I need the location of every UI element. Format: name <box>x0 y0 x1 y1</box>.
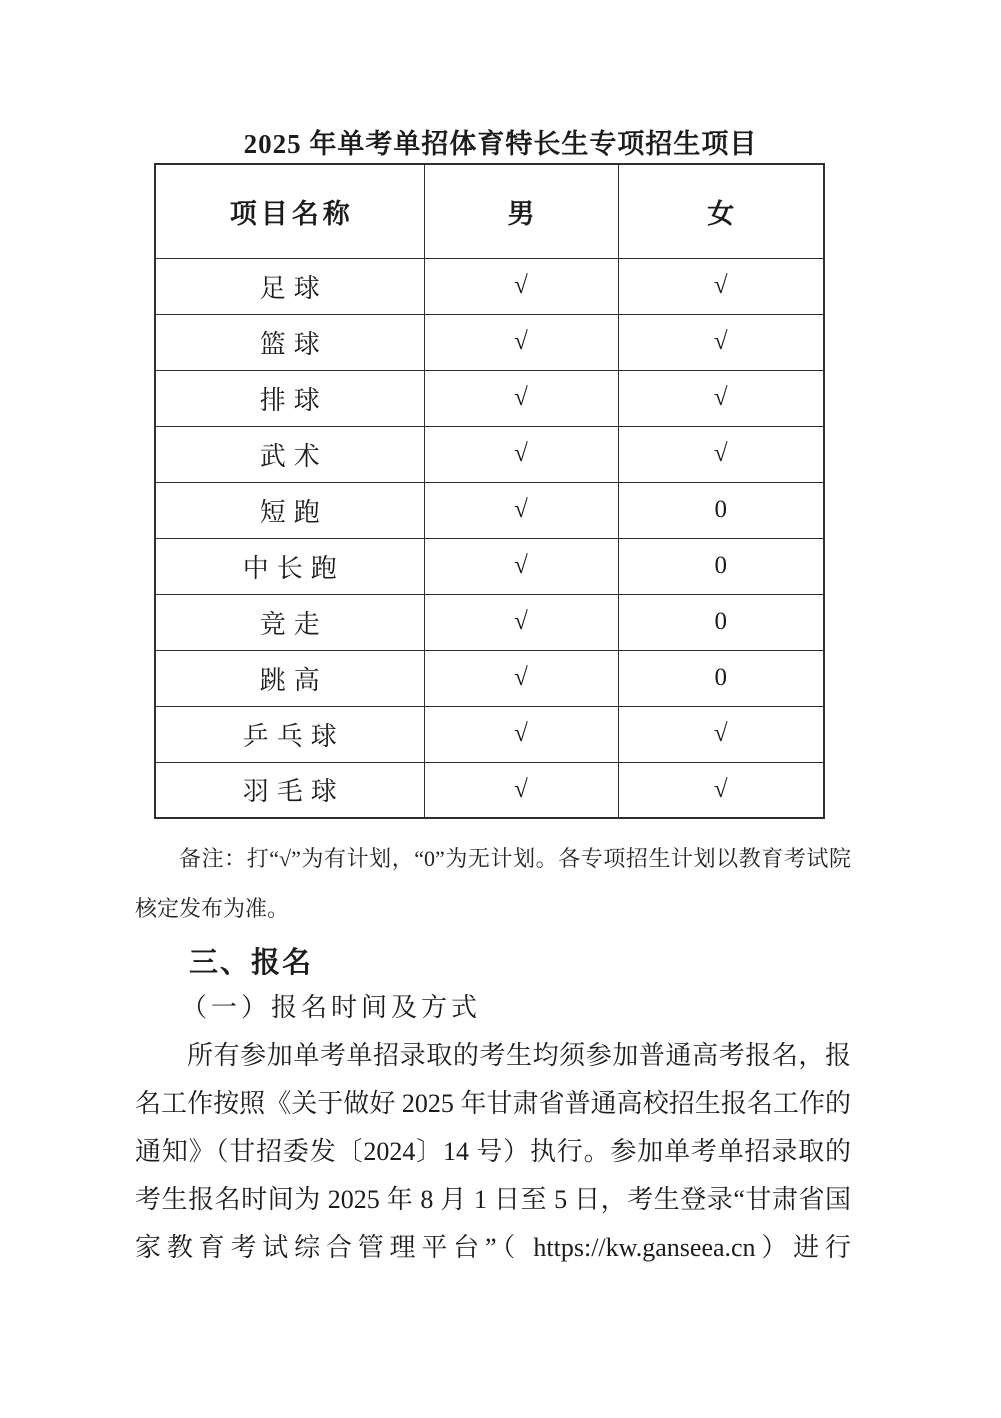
female-plan-cell: √ <box>618 370 824 426</box>
table-row <box>155 762 824 818</box>
table-row <box>155 706 824 762</box>
female-plan-cell: √ <box>618 706 824 762</box>
paragraph-line: 考生报名时间为 2025 年 8 月 1 日至 5 日，考生登录“甘肃省国 <box>135 1185 851 1214</box>
female-plan-cell: 0 <box>618 482 824 538</box>
page-title: 2025 年单考单招体育特长生专项招生项目 <box>243 129 758 159</box>
male-plan-cell: √ <box>424 706 618 762</box>
male-plan-cell: √ <box>424 370 618 426</box>
col-header-male: 男 <box>424 164 618 258</box>
project-name-cell: 羽毛球 <box>155 762 424 818</box>
male-plan-cell: √ <box>424 258 618 314</box>
table-row <box>155 482 824 538</box>
project-name-cell: 乒乓球 <box>155 706 424 762</box>
table-footnote <box>135 834 851 934</box>
paragraph-line: 所有参加单考单招录取的考生均须参加普通高考报名，报 <box>187 1041 851 1070</box>
female-plan-cell: √ <box>618 762 824 818</box>
projects-table-header <box>155 164 824 258</box>
subsection-heading-time-method: （一）报名时间及方式 <box>181 993 482 1022</box>
female-plan-cell: 0 <box>618 650 824 706</box>
female-plan-cell: 0 <box>618 538 824 594</box>
project-name-cell: 篮球 <box>155 314 424 370</box>
male-plan-cell: √ <box>424 538 618 594</box>
table-row <box>155 594 824 650</box>
male-plan-cell: √ <box>424 762 618 818</box>
table-row <box>155 314 824 370</box>
paragraph-line: 名工作按照《关于做好 2025 年甘肃省普通高校招生报名工作的 <box>135 1089 851 1118</box>
project-name-cell: 短跑 <box>155 482 424 538</box>
female-plan-cell: √ <box>618 426 824 482</box>
col-header-female: 女 <box>618 164 824 258</box>
project-name-cell: 中长跑 <box>155 538 424 594</box>
section-heading-registration: 三、报名 <box>189 947 314 979</box>
table-row <box>155 426 824 482</box>
paragraph-line: 家教育考试综合管理平台”（ https://kw.ganseea.cn）进行 <box>135 1233 851 1262</box>
table-row <box>155 258 824 314</box>
project-name-cell: 足球 <box>155 258 424 314</box>
col-header-project-name: 项目名称 <box>155 164 424 258</box>
projects-table <box>154 163 825 819</box>
body-paragraph <box>135 1032 851 1272</box>
table-row <box>155 538 824 594</box>
paragraph-line: 通知》（甘招委发〔2024〕14 号）执行。参加单考单招录取的 <box>135 1137 851 1166</box>
male-plan-cell: √ <box>424 594 618 650</box>
male-plan-cell: √ <box>424 314 618 370</box>
footnote-line-1: 备注：打“√”为有计划，“0”为无计划。各专项招生计划以教育考试院 <box>179 846 851 871</box>
female-plan-cell: √ <box>618 258 824 314</box>
header-row <box>155 164 824 258</box>
male-plan-cell: √ <box>424 482 618 538</box>
project-name-cell: 排球 <box>155 370 424 426</box>
female-plan-cell: 0 <box>618 594 824 650</box>
footnote-line-2: 核定发布为准。 <box>135 896 290 921</box>
male-plan-cell: √ <box>424 426 618 482</box>
table-row <box>155 370 824 426</box>
project-name-cell: 跳高 <box>155 650 424 706</box>
male-plan-cell: √ <box>424 650 618 706</box>
project-name-cell: 竞走 <box>155 594 424 650</box>
project-name-cell: 武术 <box>155 426 424 482</box>
table-row <box>155 650 824 706</box>
female-plan-cell: √ <box>618 314 824 370</box>
projects-table-body <box>155 258 824 818</box>
